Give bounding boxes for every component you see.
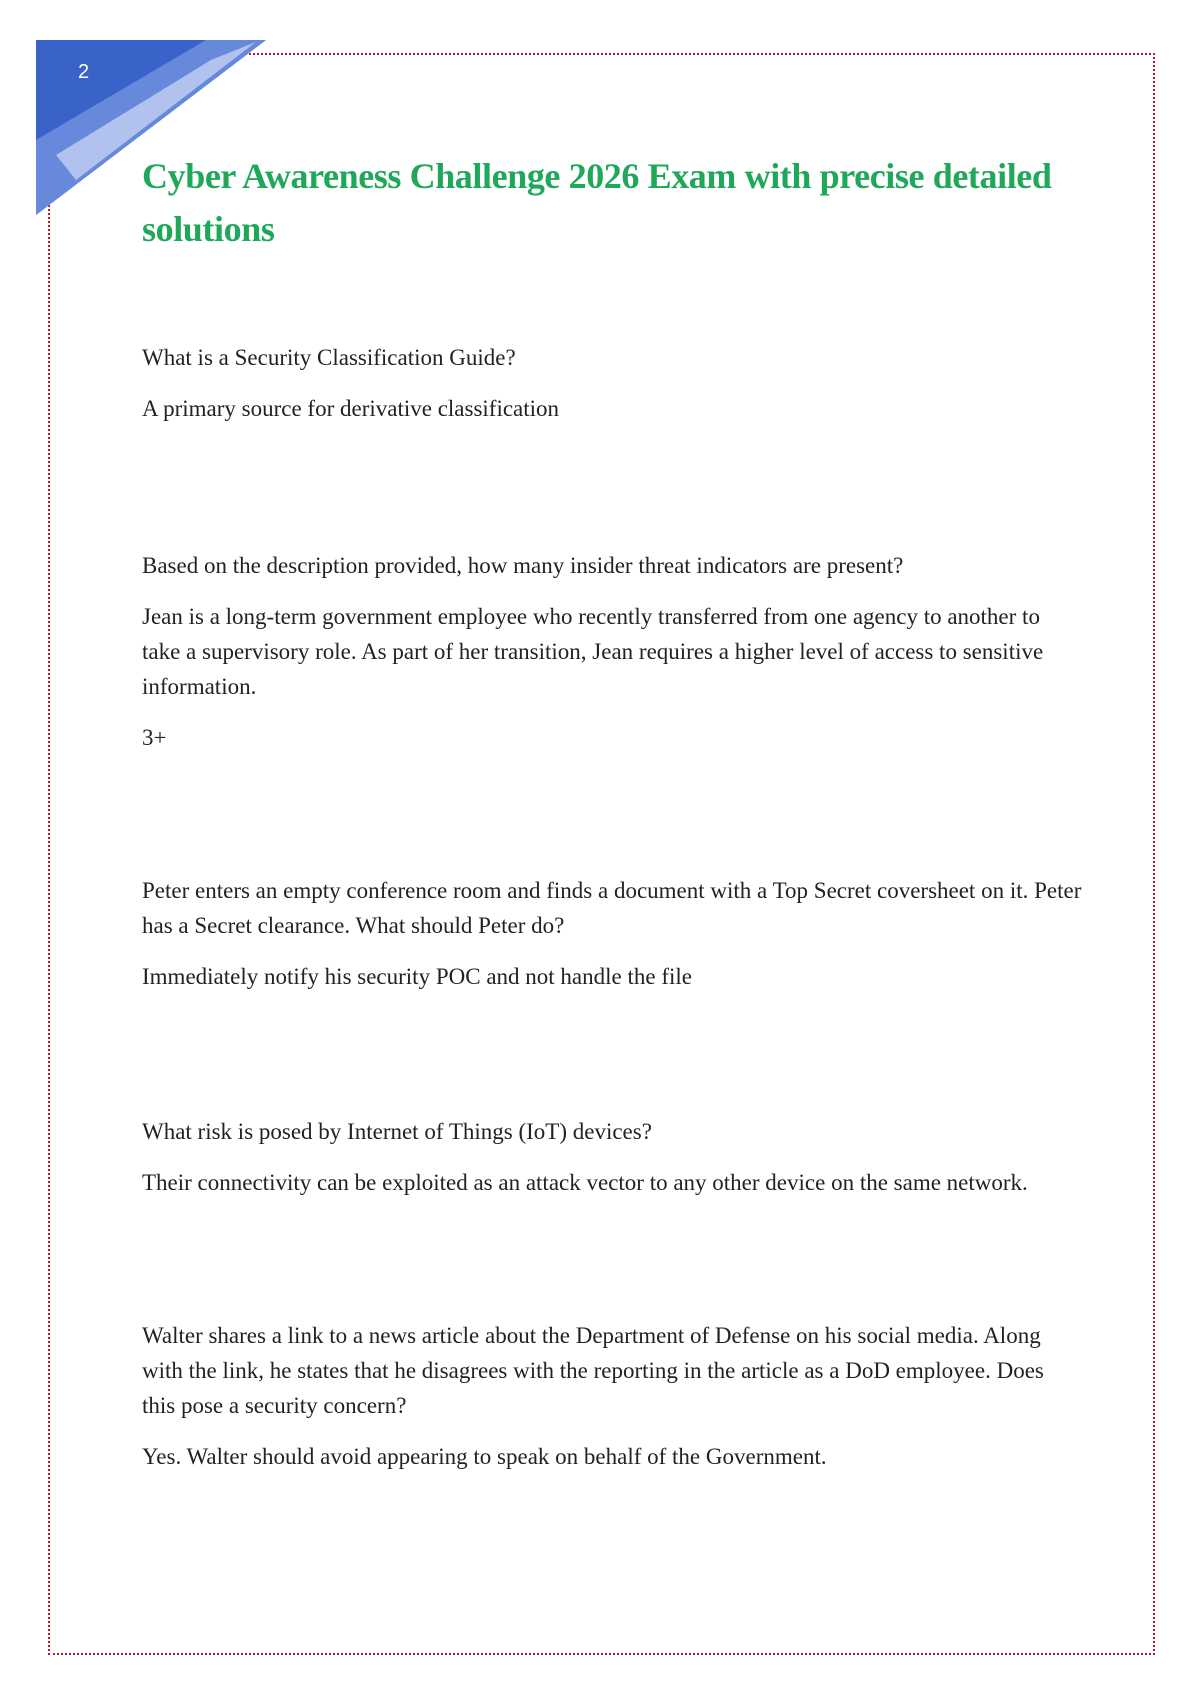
qa-item-3 xyxy=(142,873,1082,994)
answer-text: Immediately notify his security POC and not handle the file xyxy=(142,964,692,989)
qa-item-4 xyxy=(142,1114,1082,1200)
question-text: Peter enters an empty conference room and finds a document with a Top Secret coversheet on it. Peter has a Secret clearance. What should Peter do? xyxy=(142,878,1082,938)
question-text: What is a Security Classification Guide? xyxy=(142,345,516,370)
question-text: What risk is posed by Internet of Things (IoT) devices? xyxy=(142,1119,652,1144)
scenario-text: Jean is a long-term government employee who recently transferred from one agency to another to take a supervisory role. As part of her transition, Jean requires a higher level of access to sensitive information. xyxy=(142,604,1044,699)
qa-item-5 xyxy=(142,1318,1082,1474)
page-number: 2 xyxy=(78,61,90,83)
qa-item-1 xyxy=(142,340,1082,426)
answer-text: Their connectivity can be exploited as an attack vector to any other device on the same network. xyxy=(142,1170,1028,1195)
answer-text: 3+ xyxy=(142,725,167,750)
question-text: Walter shares a link to a news article about the Department of Defense on his social media. Along with the link, he states that he disagrees with the reporting in the article as a DoD employee. Does this pose a security concern? xyxy=(142,1323,1044,1418)
question-text: Based on the description provided, how many insider threat indicators are present? xyxy=(142,553,904,578)
document-title: Cyber Awareness Challenge 2026 Exam with precise detailed solutions xyxy=(142,156,1052,249)
answer-text: A primary source for derivative classification xyxy=(142,396,560,421)
answer-text: Yes. Walter should avoid appearing to speak on behalf of the Government. xyxy=(142,1444,827,1469)
qa-item-2 xyxy=(142,548,1082,755)
